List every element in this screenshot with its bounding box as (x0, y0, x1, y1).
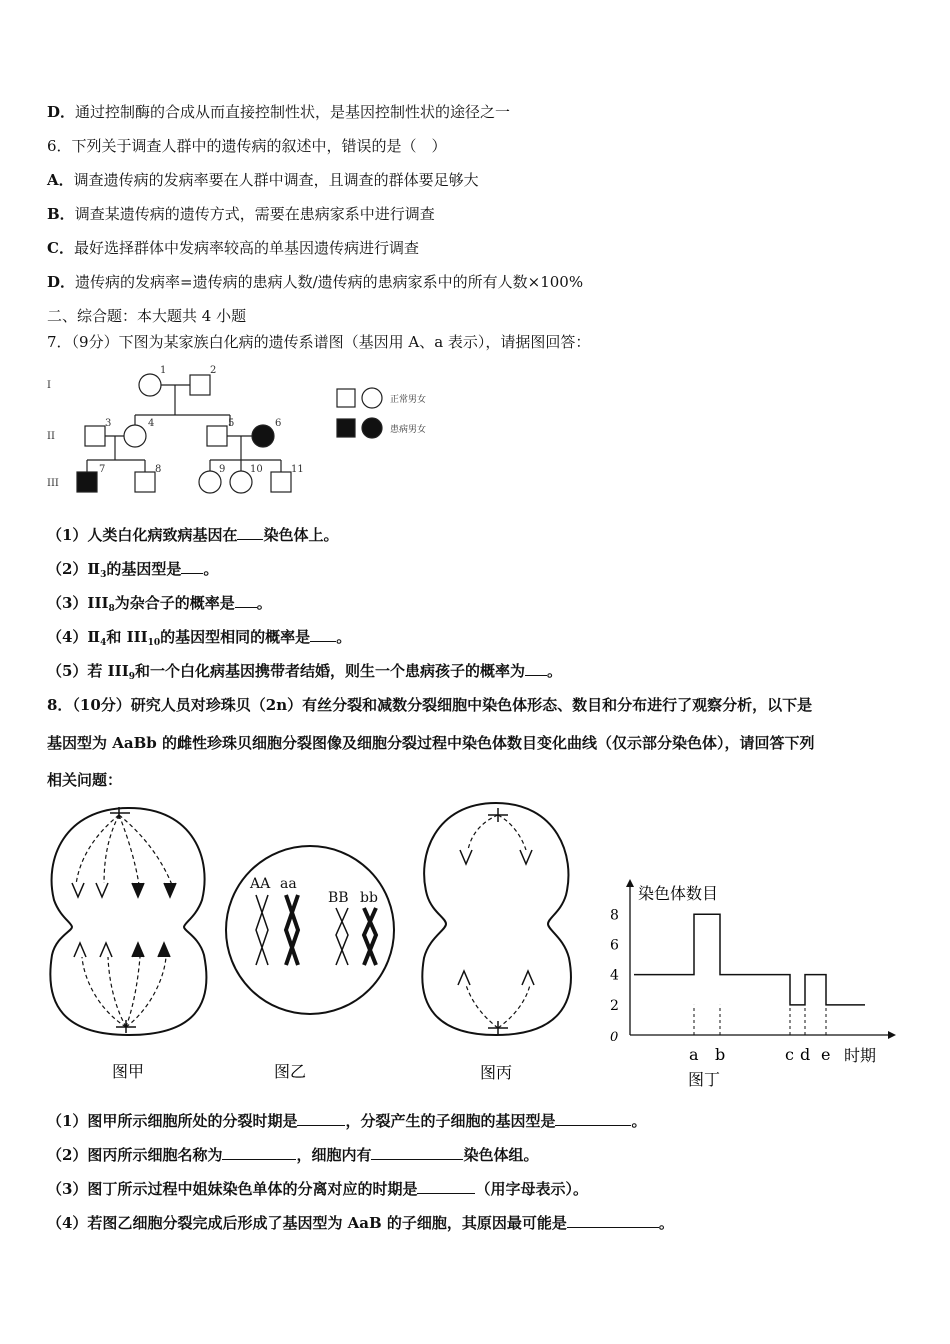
q7-sub1-text-end: 染色体上。 (263, 526, 339, 544)
q7-sub1 (47, 525, 338, 545)
q7-sub4-text: （4）Ⅱ (47, 628, 101, 646)
q5-option-d (47, 102, 510, 122)
q7-sub5-text-mid: 和一个白化病基因携带者结婚，则生一个患病孩子的概率为 (134, 662, 525, 680)
answer-blank[interactable] (417, 1179, 475, 1194)
ind-num: 6 (275, 418, 282, 429)
ind-num: 5 (228, 418, 235, 429)
q7-sub1-text: （1）人类白化病致病基因在 (47, 526, 238, 544)
pedigree-chart (45, 360, 445, 500)
q7-sub4-text-post: 的基因型相同的概率是 (160, 628, 311, 646)
figure-yi-cell (222, 830, 402, 1085)
ind-num: 2 (210, 365, 217, 376)
legend-affected-label: 患病男女 (390, 425, 427, 435)
chart-origin: 0 (610, 1030, 619, 1045)
q7-sub5-text: （5）若 III (47, 662, 129, 680)
answer-blank[interactable] (237, 525, 263, 540)
q7-sub5-text-end: 。 (547, 662, 563, 680)
q8-stem-line1: 8．（10分）研究人员对珍珠贝（2n）有丝分裂和减数分裂细胞中染色体形态、数目和分布进行了观察分析，以下是 (47, 696, 813, 714)
q7-sub4-text-mid: 和 III (106, 628, 148, 646)
figure-label-ding: 图丁 (688, 1070, 721, 1089)
answer-blank[interactable] (181, 559, 203, 574)
q8-sub3 (47, 1179, 588, 1199)
q8-stem-line3: 相关问题： (47, 771, 123, 789)
gen-label-1: I (47, 380, 51, 391)
figure-bing-cell (416, 800, 581, 1090)
option-label: C． (47, 239, 74, 257)
subscript: 8 (108, 604, 115, 614)
x-marker-label-c: c (785, 1045, 794, 1064)
ind-num: 3 (105, 418, 112, 429)
answer-blank[interactable] (222, 1145, 296, 1160)
q7-sub3-text: （3）III (47, 594, 109, 612)
section-title: 二、综合题：本大题共 4 小题 (47, 307, 247, 325)
y-axis-arrow (626, 879, 634, 887)
legend-normal-female-icon (362, 388, 382, 408)
option-text: 最好选择群体中发病率较高的单基因遗传病进行调查 (73, 239, 419, 257)
option-label: D． (47, 103, 76, 121)
subscript: 9 (128, 672, 135, 682)
answer-blank[interactable] (525, 661, 547, 676)
option-text: 调查遗传病的发病率要在人群中调查，且调查的群体要足够大 (73, 171, 479, 189)
pedigree-female-4 (124, 425, 146, 447)
x-marker-label-d: d (800, 1045, 811, 1064)
q8-sub1-text-mid: ，分裂产生的子细胞的基因型是 (345, 1112, 556, 1130)
y-tick-label: 6 (610, 937, 619, 954)
ind-num: 10 (250, 464, 263, 475)
answer-blank[interactable] (310, 627, 336, 642)
ind-num: 11 (291, 464, 304, 475)
option-label: B． (47, 205, 75, 223)
subscript: 10 (147, 638, 161, 648)
q6-option-a (47, 170, 479, 190)
figure-jia-mitosis-cell (44, 805, 214, 1090)
q7-sub3-text-mid: 为杂合子的概率是 (114, 594, 235, 612)
chart-xlabel: 时期 (844, 1046, 877, 1065)
legend-normal-label: 正常男女 (390, 395, 427, 405)
figure-label-jia: 图甲 (112, 1062, 145, 1081)
pedigree-male-3 (85, 426, 105, 446)
q7-sub2-text-end: 。 (203, 560, 219, 578)
legend-affected-male-icon (337, 419, 355, 437)
answer-blank[interactable] (567, 1213, 659, 1228)
q8-sub2-text-mid: ，细胞内有 (296, 1146, 372, 1164)
gene-label-bb: bb (360, 890, 378, 906)
q8-sub1-text-end: 。 (631, 1112, 647, 1130)
x-marker-label-b: b (715, 1045, 726, 1064)
answer-blank[interactable] (235, 593, 257, 608)
q7-sub3 (47, 593, 272, 619)
q8-sub3-text-end: （用字母表示）。 (475, 1180, 588, 1198)
pedigree-female-10 (230, 471, 252, 493)
q6-option-c (47, 238, 419, 258)
q8-sub4-text-end: 。 (658, 1214, 674, 1232)
pedigree-female-6-affected (252, 425, 274, 447)
q7-sub2 (47, 559, 218, 585)
y-tick-label: 2 (610, 997, 619, 1014)
q8-stem-line2: 基因型为 AaBb 的雌性珍珠贝细胞分裂图像及细胞分裂过程中染色体数目变化曲线（仅示部分染色体），请回答下列 (47, 734, 815, 752)
answer-blank[interactable] (297, 1111, 345, 1126)
q7-sub3-text-end: 。 (256, 594, 272, 612)
gen-label-2: II (47, 431, 55, 442)
chart-title: 染色体数目 (638, 884, 719, 903)
y-tick-label: 8 (610, 907, 619, 924)
q6-option-d (47, 272, 583, 292)
q8-sub2-text-end: 染色体组。 (463, 1146, 539, 1164)
option-label: D． (47, 273, 76, 291)
gene-label-BB: BB (328, 890, 349, 906)
pedigree-male-2 (190, 375, 210, 395)
q8-sub1-text: （1）图甲所示细胞所处的分裂时期是 (47, 1112, 298, 1130)
figure-label-bing: 图丙 (480, 1063, 513, 1082)
q8-sub2 (47, 1145, 538, 1165)
q7-sub4-text-end: 。 (336, 628, 352, 646)
legend-affected-female-icon (362, 418, 382, 438)
legend-normal-male-icon (337, 389, 355, 407)
pedigree-male-5 (207, 426, 227, 446)
option-label: A． (47, 171, 74, 189)
q7-stem: 7．（9分）下图为某家族白化病的遗传系谱图（基因用 A、a 表示），请据图回答： (47, 333, 591, 351)
q8-sub2-text: （2）图丙所示细胞名称为 (47, 1146, 223, 1164)
q6-stem: 6．下列关于调查人群中的遗传病的叙述中，错误的是（ ） (47, 137, 447, 155)
q8-sub4-text: （4）若图乙细胞分裂完成后形成了基因型为 AaB 的子细胞，其原因最可能是 (47, 1214, 567, 1232)
ind-num: 9 (219, 464, 226, 475)
x-marker-label-e: e (821, 1045, 831, 1064)
x-marker-label-a: a (689, 1045, 699, 1064)
q7-sub2-text-mid: 的基因型是 (106, 560, 182, 578)
option-text: 通过控制酶的合成从而直接控制性状，是基因控制性状的途径之一 (75, 103, 511, 121)
pedigree-female-1 (139, 374, 161, 396)
ind-num: 1 (160, 365, 167, 376)
q8-sub3-text: （3）图丁所示过程中姐妹染色单体的分离对应的时期是 (47, 1180, 418, 1198)
subscript: 3 (100, 570, 107, 580)
subscript: 4 (100, 638, 107, 648)
pedigree-male-11 (271, 472, 291, 492)
gene-label-AA: AA (250, 876, 271, 892)
pedigree-female-9 (199, 471, 221, 493)
q6-option-b (47, 204, 435, 224)
answer-blank[interactable] (371, 1145, 463, 1160)
q7-sub2-text: （2）Ⅱ (47, 560, 101, 578)
gene-label-aa: aa (280, 876, 297, 892)
gen-label-3: III (47, 478, 59, 489)
figure-ding-chromosome-chart (600, 875, 900, 1090)
answer-blank[interactable] (555, 1111, 631, 1126)
q7-sub4 (47, 627, 351, 653)
x-axis-arrow (888, 1031, 896, 1039)
q8-sub1 (47, 1111, 646, 1131)
pedigree-male-7-affected (77, 472, 97, 492)
q8-sub4 (47, 1213, 674, 1233)
pedigree-male-8 (135, 472, 155, 492)
option-text: 遗传病的发病率=遗传病的患病人数/遗传病的患病家系中的所有人数×100% (75, 273, 584, 291)
ind-num: 7 (99, 464, 106, 475)
y-tick-label: 4 (610, 967, 619, 984)
ind-num: 4 (148, 418, 155, 429)
figure-label-yi: 图乙 (274, 1062, 307, 1081)
option-text: 调查某遗传病的遗传方式，需要在患病家系中进行调查 (74, 205, 435, 223)
chromosome-count-line (634, 914, 865, 1005)
q7-sub5 (47, 661, 562, 687)
ind-num: 8 (155, 464, 162, 475)
